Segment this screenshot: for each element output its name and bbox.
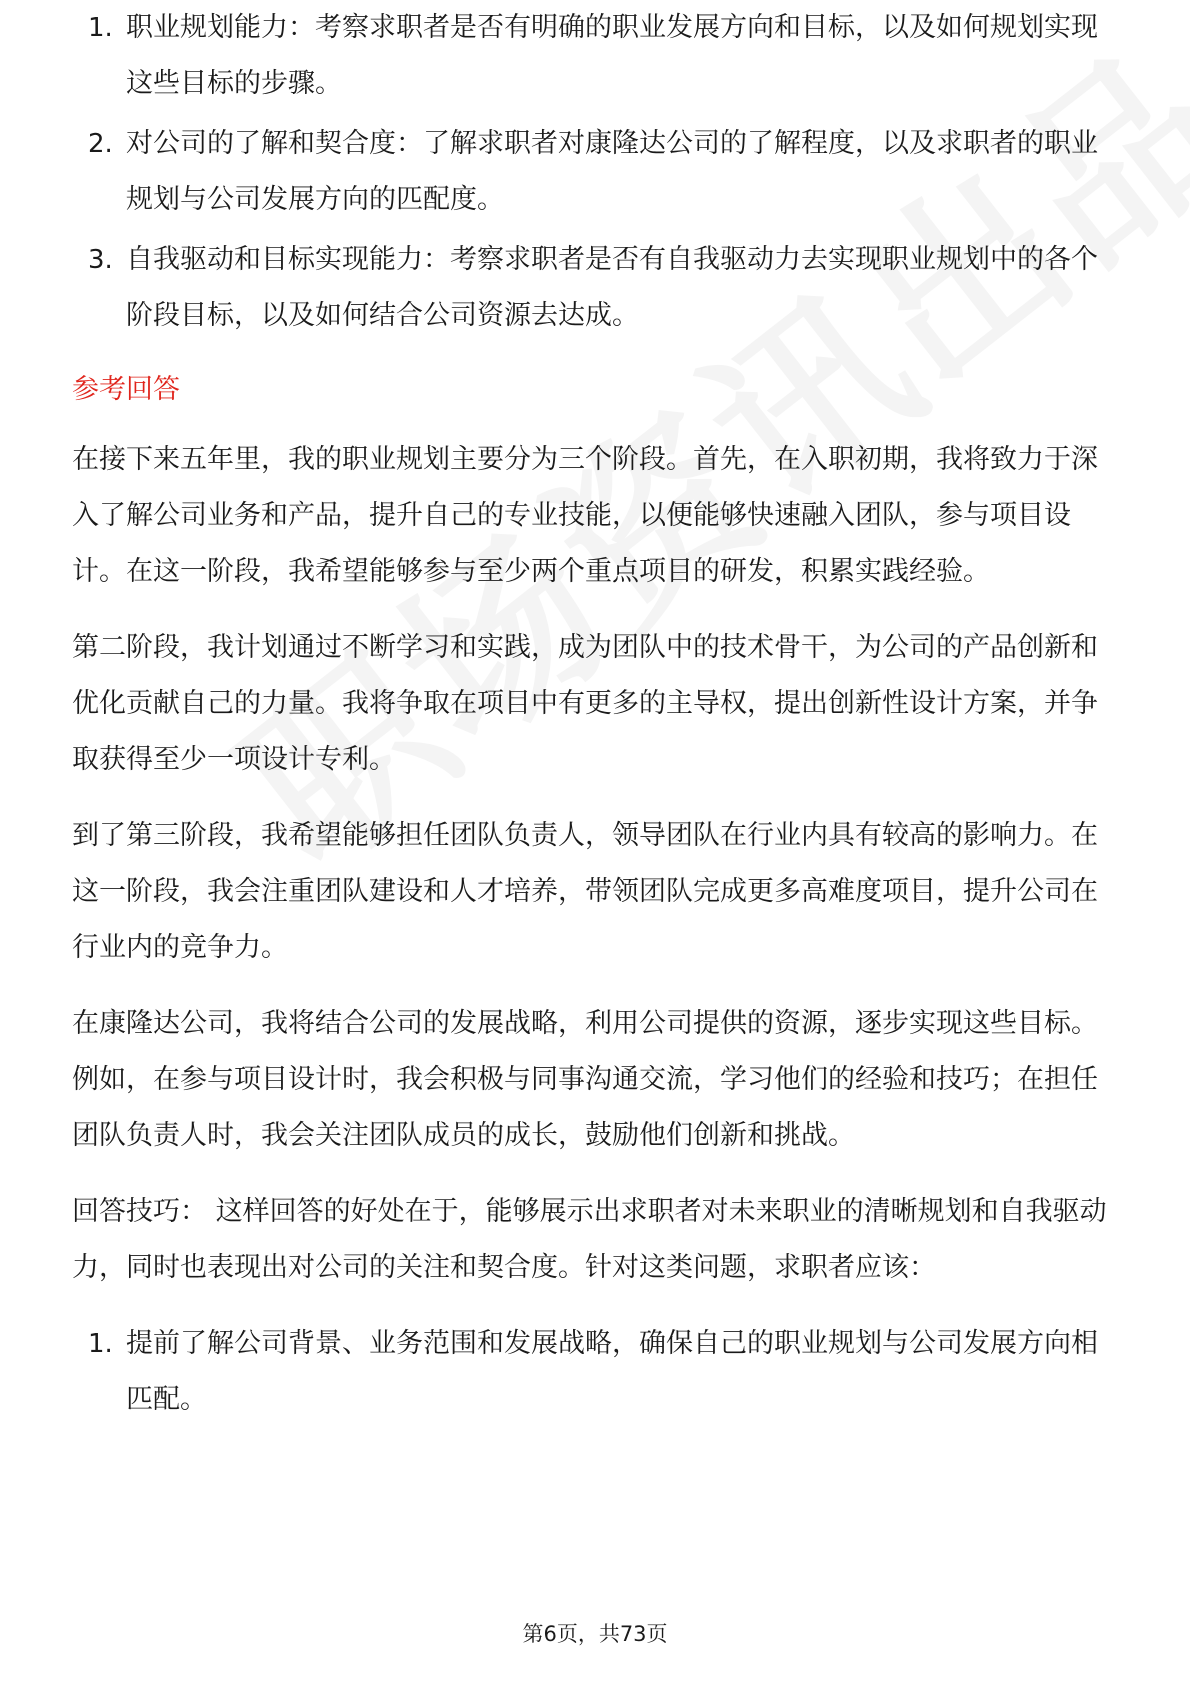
section-title: 参考回答 (72, 374, 180, 405)
answer-paragraph: 在康隆达公司，我将结合公司的发展战略，利用公司提供的资源，逐步实现这些目标。例如，在参与项目设计时，我会积极与同事沟通交流，学习他们的经验和技巧；在担任团队负责人时，我会关注团队成员的成长，鼓励他们创新和挑战。 (72, 1008, 1098, 1151)
list-item-text: 自我驱动和目标实现能力：考察求职者是否有自我驱动力去实现职业规划中的各个阶段目标，以及如何结合公司资源去达成。 (126, 244, 1098, 331)
page-number: 第6页，共73页 (522, 1622, 668, 1646)
answer-paragraph: 第二阶段，我计划通过不断学习和实践，成为团队中的技术骨干，为公司的产品创新和优化贡献自己的力量。我将争取在项目中有更多的主导权，提出创新性设计方案，并争取获得至少一项设计专利。 (72, 632, 1098, 775)
list-item (72, 232, 1122, 344)
answer-paragraph: 在接下来五年里，我的职业规划主要分为三个阶段。首先，在入职初期，我将致力于深入了解公司业务和产品，提升自己的专业技能，以便能够快速融入团队，参与项目设计。在这一阶段，我希望能够参与至少两个重点项目的研发，积累实践经验。 (72, 444, 1098, 587)
list-item (72, 116, 1122, 228)
list-item (72, 0, 1122, 112)
list-item-number: 3. (88, 245, 113, 275)
list-item-text: 对公司的了解和契合度：了解求职者对康隆达公司的了解程度，以及求职者的职业规划与公司发展方向的匹配度。 (126, 128, 1098, 215)
list-item-number: 1. (88, 1329, 113, 1359)
page-content (72, 12, 1122, 1432)
tips-list (72, 1316, 1122, 1428)
list-item (72, 1316, 1122, 1428)
list-item-text: 职业规划能力：考察求职者是否有明确的职业发展方向和目标，以及如何规划实现这些目标的步骤。 (126, 12, 1098, 99)
answer-paragraph: 到了第三阶段，我希望能够担任团队负责人，领导团队在行业内具有较高的影响力。在这一阶段，我会注重团队建设和人才培养，带领团队完成更多高难度项目，提升公司在行业内的竞争力。 (72, 820, 1098, 963)
tips-paragraph: 回答技巧： 这样回答的好处在于，能够展示出求职者对未来职业的清晰规划和自我驱动力，同时也表现出对公司的关注和契合度。针对这类问题，求职者应该： (72, 1196, 1107, 1283)
list-item-number: 2. (88, 129, 113, 159)
criteria-list (72, 0, 1122, 344)
list-item-text: 提前了解公司背景、业务范围和发展战略，确保自己的职业规划与公司发展方向相匹配。 (126, 1328, 1098, 1415)
list-item-number: 1. (88, 13, 113, 43)
